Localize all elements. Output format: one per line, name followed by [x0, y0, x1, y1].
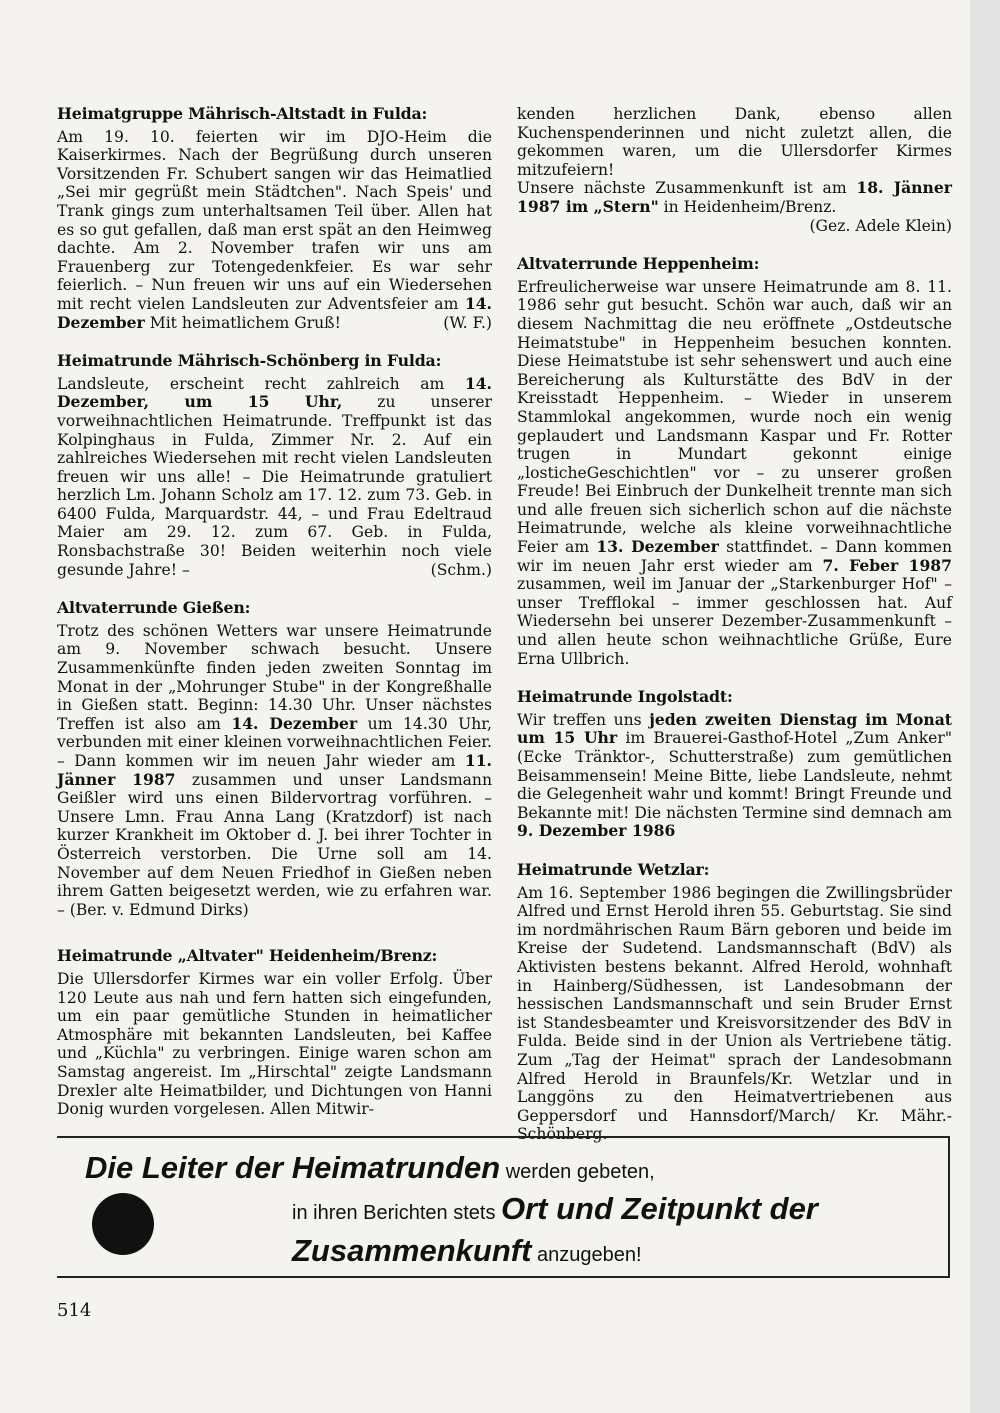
section-text: Trotz des schönen Wetters war unsere Heimatrunde am 9. November schwach besucht. Unsere Zusammenkünfte finden jeden zweiten Sonntag im Monat in der „Mohrunger Stube" in der Kongreßhalle in Gießen statt. Beginn: 14.30 Uhr. Unser nächstes Treffen ist also am 14. Dezember um 14.30 Uhr, verbunden mit einer kleinen vorweihnachtlichen Feier. – Dann kommen wir im neuen Jahr wieder am 11. Jänner 1987 zusammen und unser Landsmann Geißler wird uns einen Bildervortrag vorführen. – Unsere Lmn. Frau Anna Lang (Kratzdorf) ist nach kurzer Krankheit im Oktober d. J. bei ihrer Tochter in Österreich verstorben. Die Urne soll am 14. November auf dem Neuen Friedhof in Gießen neben ihrem Gatten beigesetzt werden, wie zu erfahren war. – (Ber. v. Edmund Dirks) — [57, 621, 492, 919]
section-heading: Altvaterrunde Heppenheim: — [517, 254, 760, 274]
signature: (Schm.) — [430, 560, 492, 579]
notice-line-1: Die Leiter der Heimatrunden werden gebeten, — [85, 1150, 655, 1185]
section-maehrisch-altstadt — [57, 105, 492, 332]
section-ingolstadt — [517, 688, 952, 841]
section-heppenheim — [517, 255, 952, 668]
section-giessen — [57, 599, 492, 919]
section-text: Landsleute, erscheint recht zahlreich am 14. Dezember, um 15 Uhr, zu unserer vorweihnachtlichen Heimatrunde. Treffpunkt ist das Kolpinghaus in Fulda, Zimmer Nr. 2. Auf ein zahlreiches Wiedersehen mit recht vielen Landsleuten freuen wir uns alle! – Die Heimatrunde gratuliert herzlich Lm. Johann Scholz am 17. 12. zum 73. Geb. in 6400 Fulda, Marquardstr. 44, – und Frau Edeltraud Maier am 29. 12. zum 67. Geb. in Fulda, Ronsbachstraße 30! Beiden weiterhin noch viele gesunde Jahre! – (Schm.) — [57, 373, 492, 579]
section-text: Die Ullersdorfer Kirmes war ein voller Erfolg. Über 120 Leute aus nah und fern hatten sich eingefunden, um ein paar gemütliche Stunden in heimatlicher Atmosphäre mit bekannten Landsleuten, bei Kaffee und „Küchla" zu verbringen. Einige waren schon am Samstag angereist. Im „Hirschtal" zeigte Landsmann Drexler alte Heimatbilder, und Dichtungen von Hanni Donig wurden vorgelesen. Allen Mitwir- — [57, 969, 492, 1119]
notice-box — [57, 1136, 950, 1278]
bullet-dot-icon — [92, 1193, 154, 1255]
page-edge — [970, 0, 1000, 1413]
section-wetzlar — [517, 861, 952, 1144]
notice-line-3: Zusammenkunft anzugeben! — [292, 1233, 642, 1268]
section-text: Am 16. September 1986 begingen die Zwillingsbrüder Alfred und Ernst Herold ihren 55. Geburtstag. Sie sind im nordmährischen Raum Bärn geboren und beide im Kreise der Sudetend. Landsmannschaft (BdV) als Aktivisten bestens bekannt. Alfred Herold, wohnhaft in Hainberg/Südhessen, ist Landesobmann der hessischen Landsmannschaft und sein Bruder Ernst ist Standesbeamter und Kreisvorsitzender des BdV in Fulda. Beide sind in der Union als Vertriebene tätig. Zum „Tag der Heimat" sprach der Landesobmann Alfred Herold in Braunfels/Kr. Wetzlar und in Langgöns zu den Heimatvertriebenen aus Geppersdorf und Hannsdorf/March/ Kr. Mähr.-Schönberg. — [517, 883, 952, 1144]
right-column — [517, 105, 952, 1164]
section-heidenheim — [57, 947, 492, 1118]
section-heidenheim-cont — [517, 105, 952, 235]
section-text: Unsere nächste Zusammenkunft ist am 18. Jänner 1987 im „Stern" in Heidenheim/Brenz. — [517, 178, 952, 216]
page-number: 514 — [57, 1300, 92, 1321]
section-heading: Heimatgruppe Mährisch-Altstadt in Fulda: — [57, 104, 428, 123]
section-heading: Heimatrunde „Altvater" Heidenheim/Brenz: — [57, 946, 438, 966]
left-column — [57, 105, 492, 1139]
section-text: Am 19. 10. feierten wir im DJO-Heim die Kaiserkirmes. Nach der Begrüßung durch unseren Vorsitzenden Fr. Schubert sangen wir das Heimatlied „Sei mir gegrüßt mein Städtchen". Nach Speis' und Trank gings zum unterhaltsamen Teil über. Allen hat es so gut gefallen, daß man erst spät an den Heimweg dachte. Am 2. November trafen wir uns am Frauenberg zur Totengedenkfeier. Es war sehr feierlich. – Nun freuen wir uns auf ein Wiedersehen mit recht vielen Landsleuten zur Adventsfeier am 14. Dezember Mit heimatlichem Gruß! (W. F.) — [57, 127, 492, 332]
section-text: Erfreulicherweise war unsere Heimatrunde am 8. 11. 1986 sehr gut besucht. Schön war auch, daß wir an diesem Nachmittag die neu eröffnete „Ostdeutsche Heimatstube" in Heppenheim besuchen konnten. Diese Heimatstube ist sehr sehenswert und auch eine Bereicherung als Kulturstätte des BdV in der Kreisstadt Heppenheim. – Wieder in unserem Stammlokal angekommen, wurde noch ein wenig geplaudert und Landsmann Kaspar und Fr. Rotter trugen in Mundart gekonnt einige „losticheGeschichtlen" vor – zu unserer großen Freude! Bei Einbruch der Dunkelheit trennte man sich und alle freuen sich sicherlich schon auf die nächste Heimatrunde, welche als kleine vorweihnachtliche Feier am 13. Dezember stattfindet. – Dann kommen wir im neuen Jahr erst wieder am 7. Feber 1987 zusammen, weil im Januar der „Starkenburger Hof" – unser Trefflokal – immer geschlossen hat. Auf Wiedersehn bei unserer Dezember-Zusammenkunft – und allen heute schon weihnachtliche Grüße, Eure Erna Ullbrich. — [517, 277, 953, 668]
notice-line-2: in ihren Berichten stets Ort und Zeitpunkt der — [292, 1191, 818, 1226]
section-heading: Heimatrunde Ingolstadt: — [517, 687, 733, 707]
signature: (Gez. Adele Klein) — [809, 216, 952, 235]
section-maehrisch-schoenberg — [57, 352, 492, 579]
section-text: Wir treffen uns jeden zweiten Dienstag im Monat um 15 Uhr im Brauerei-Gasthof-Hotel „Zum Anker" (Ecke Tränktor-, Schutterstraße) zum gemütlichen Beisammensein! Meine Bitte, liebe Landsleute, nehmt die Gelegenheit wahr und kommt! Bringt Freunde und Bekannte mit! Die nächsten Termine sind demnach am 9. Dezember 1986 — [517, 709, 953, 841]
section-heading: Heimatrunde Mährisch-Schönberg in Fulda: — [57, 351, 442, 371]
section-heading: Altvaterrunde Gießen: — [57, 598, 251, 618]
section-text: kenden herzlichen Dank, ebenso allen Kuchenspenderinnen und nicht zuletzt allen, die gekommen waren, um die Ullersdorfer Kirmes mitzufeiern! — [517, 105, 952, 179]
signature: (W. F.) — [443, 313, 492, 332]
section-heading: Heimatrunde Wetzlar: — [517, 859, 710, 879]
